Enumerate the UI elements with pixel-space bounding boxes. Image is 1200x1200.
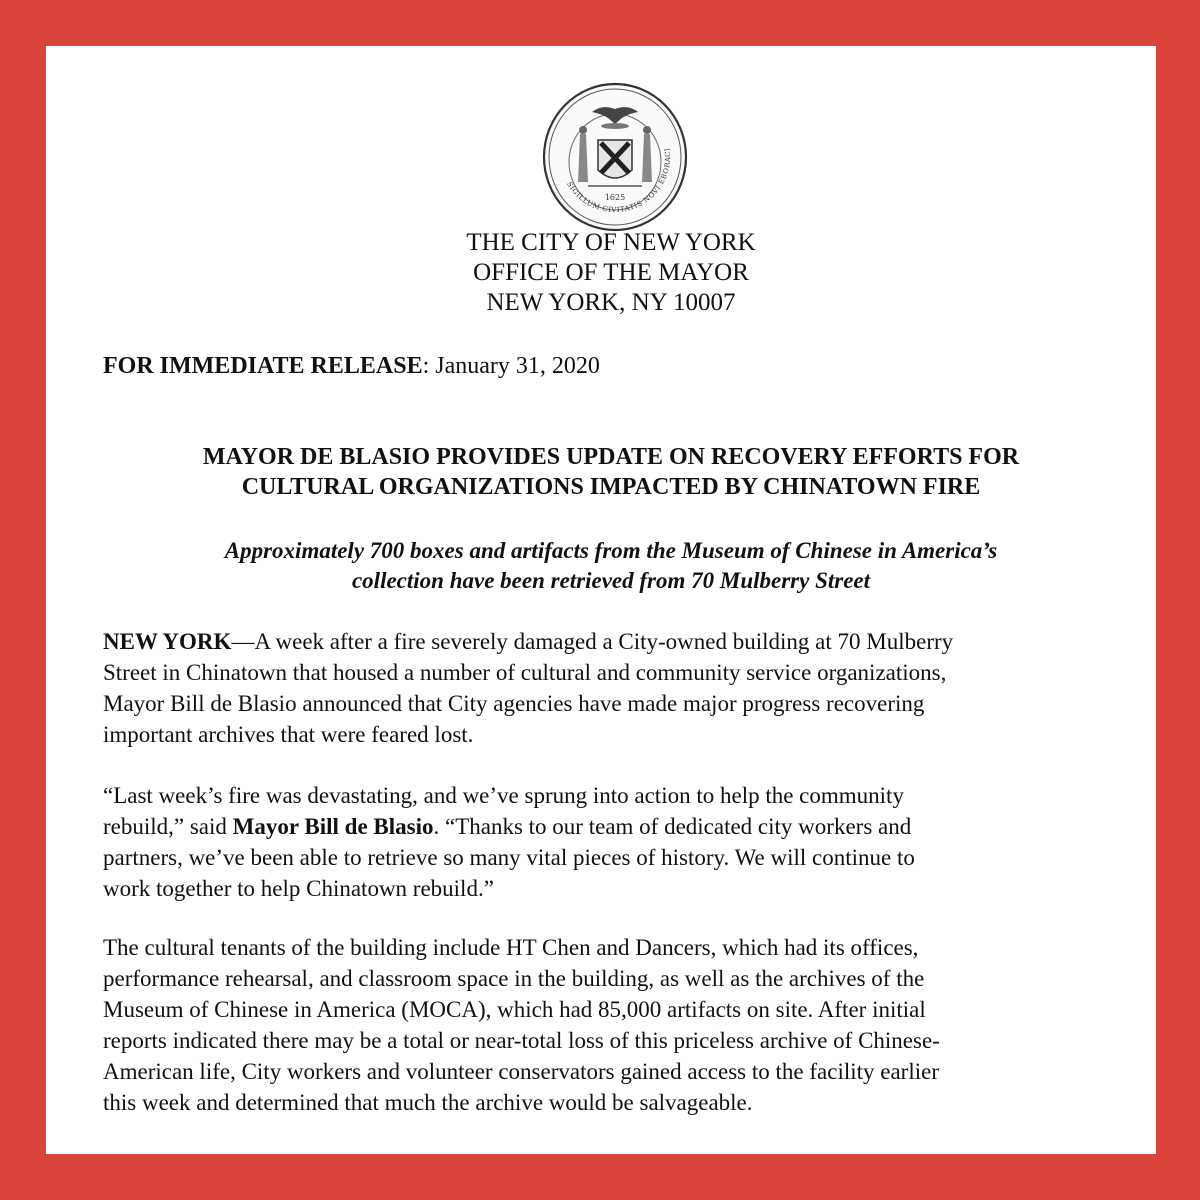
header-line: THE CITY OF NEW YORK	[466, 229, 756, 256]
paragraph-text: —A week after a fire severely damaged a City-owned building at 70 Mulberry	[231, 629, 954, 654]
paragraph-line: “Last week’s fire was devastating, and we’ve sprung into action to help the community	[103, 783, 904, 808]
paragraph-text: rebuild,” said	[103, 814, 233, 839]
paragraph-intro	[103, 626, 1123, 750]
paragraph-line	[103, 626, 1123, 657]
release-label: FOR IMMEDIATE RELEASE	[103, 353, 423, 379]
office-header	[0, 228, 1200, 318]
paragraph-line: this week and determined that much the archive would be salvageable.	[103, 1090, 753, 1115]
release-date: : January 31, 2020	[422, 353, 600, 379]
paragraph-text: . “Thanks to our team of dedicated city workers and	[433, 814, 912, 839]
paragraph-line: Museum of Chinese in America (MOCA), which had 85,000 artifacts on site. After initial	[103, 997, 926, 1022]
paragraph-line: important archives that were feared lost.	[103, 722, 474, 747]
paragraph-line	[103, 811, 1123, 842]
dateline: NEW YORK	[103, 629, 232, 654]
headline-line: CULTURAL ORGANIZATIONS IMPACTED BY CHINATOWN FIRE	[241, 474, 981, 500]
paragraph-line: performance rehearsal, and classroom space in the building, as well as the archives of the	[103, 966, 925, 991]
paragraph-line: American life, City workers and volunteer conservators gained access to the facility earlier	[103, 1059, 939, 1084]
release-line	[103, 351, 600, 381]
paragraph-line: The cultural tenants of the building include HT Chen and Dancers, which had its offices,	[103, 935, 919, 960]
paragraph-line: reports indicated there may be a total or near-total loss of this priceless archive of Chinese-	[103, 1028, 940, 1053]
header-line: NEW YORK, NY 10007	[486, 289, 736, 316]
subheadline-line: collection have been retrieved from 70 Mulberry Street	[351, 568, 871, 593]
paragraph-line: work together to help Chinatown rebuild.”	[103, 876, 494, 901]
header-line: OFFICE OF THE MAYOR	[473, 259, 749, 286]
subheadline	[0, 536, 1200, 596]
nyc-seal-icon	[540, 82, 690, 232]
seal-year: 1625	[604, 193, 626, 202]
subheadline-line: Approximately 700 boxes and artifacts from the Museum of Chinese in America’s	[224, 538, 998, 563]
paragraph-tenants	[103, 932, 1123, 1118]
headline-line: MAYOR DE BLASIO PROVIDES UPDATE ON RECOVERY EFFORTS FOR	[202, 444, 1020, 470]
paragraph-line: Mayor Bill de Blasio announced that City agencies have made major progress recovering	[103, 691, 925, 716]
paragraph-line: Street in Chinatown that housed a number of cultural and community service organizations,	[103, 660, 947, 685]
paragraph-line: partners, we’ve been able to retrieve so many vital pieces of history. We will continue to	[103, 845, 915, 870]
headline	[0, 442, 1200, 502]
seal-motto: SIGILLUM CIVITATIS NOVI EBORACI	[565, 147, 673, 215]
paragraph-quote	[103, 780, 1123, 904]
speaker-name: Mayor Bill de Blasio	[232, 814, 434, 839]
